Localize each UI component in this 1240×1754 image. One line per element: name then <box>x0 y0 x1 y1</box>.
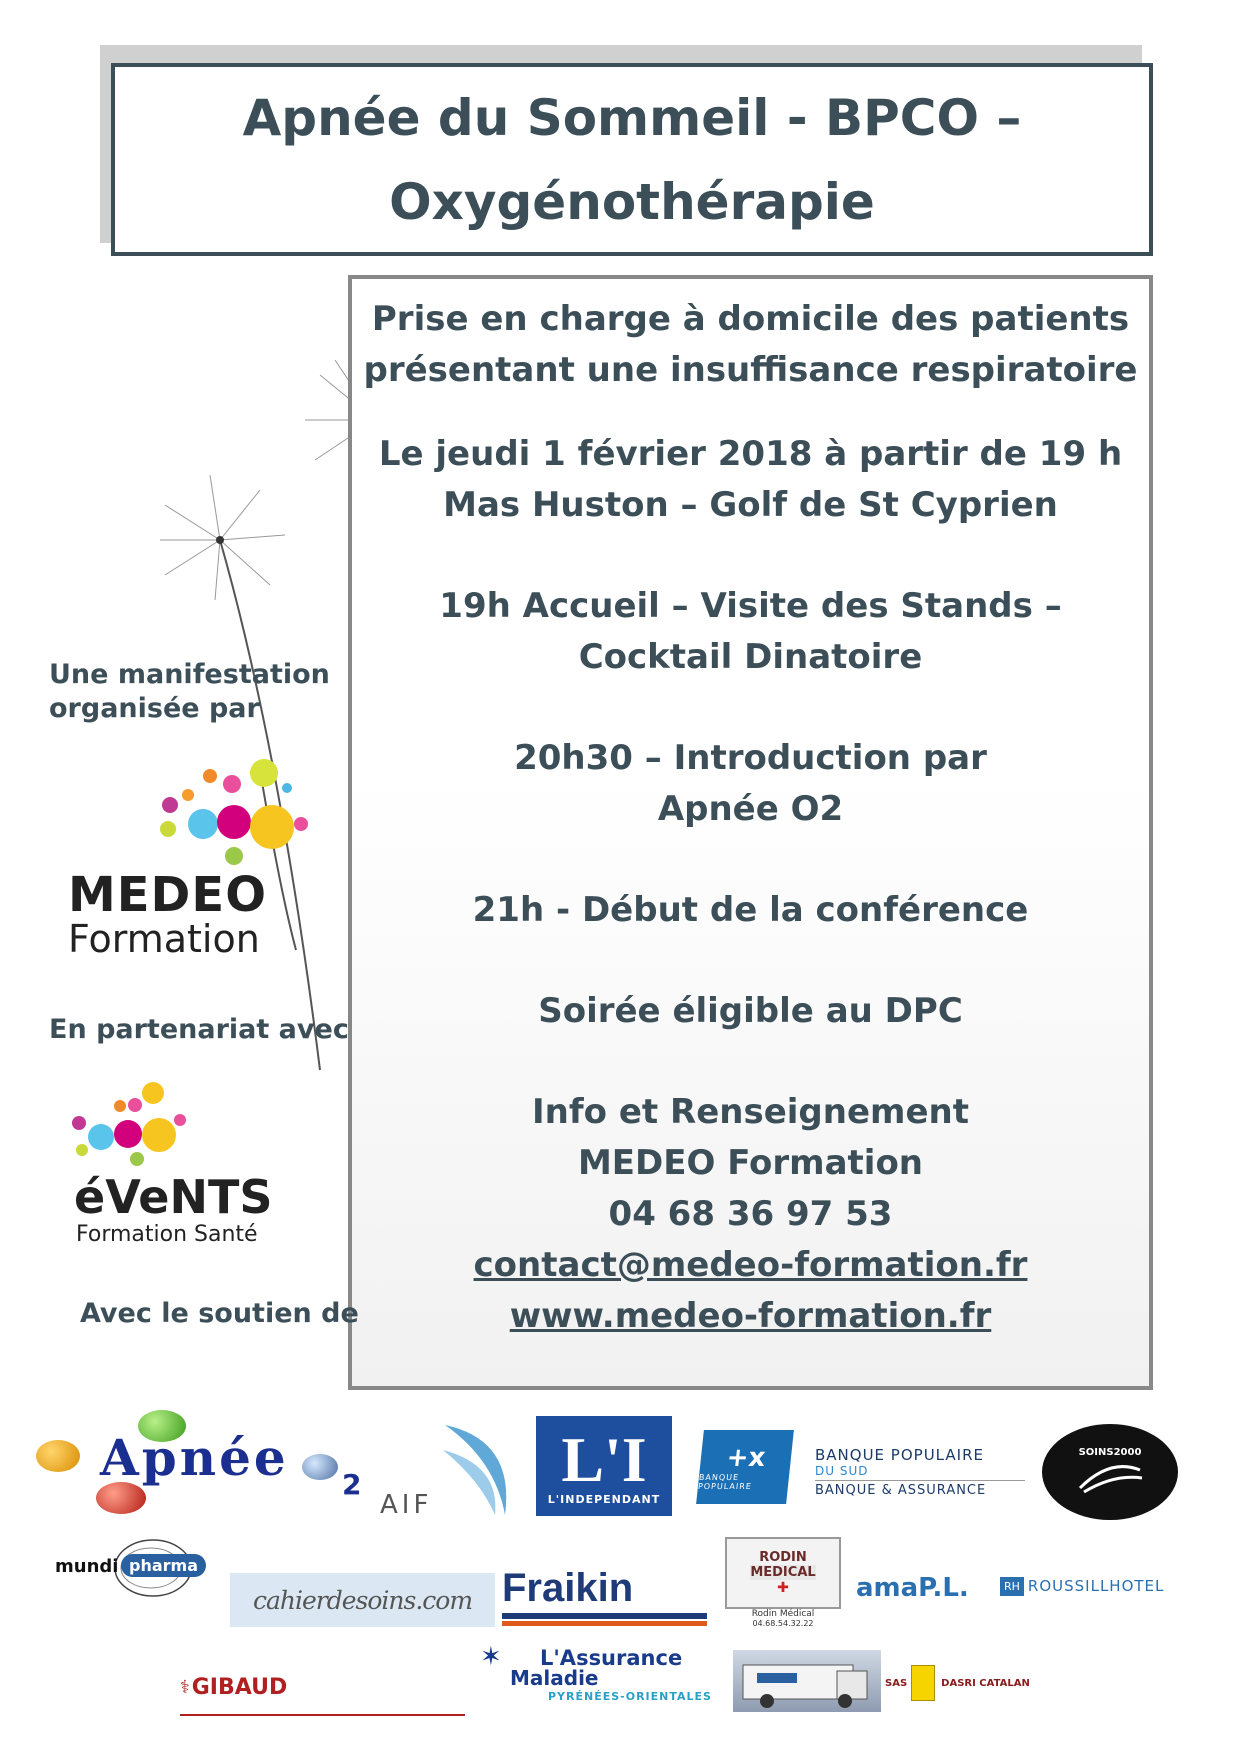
rodin-medical-logo <box>724 1530 842 1635</box>
soins2000-swoosh-icon <box>1070 1458 1150 1498</box>
dasri-box-icon <box>911 1665 935 1701</box>
assurance-line-2: Maladie <box>510 1666 599 1690</box>
organised-by-line-1: Une manifestation <box>49 659 330 690</box>
dpc-eligibility: Soirée éligible au DPC <box>538 991 963 1031</box>
assurance-maladie-logo <box>480 1642 730 1708</box>
fraikin-stripe-icon <box>502 1621 707 1626</box>
soins2000-logo <box>1042 1424 1178 1520</box>
events-logo <box>70 1080 300 1250</box>
mundipharma-logo <box>55 1536 200 1600</box>
title-line-2: Oxygénothérapie <box>389 172 875 231</box>
independant-mark-icon: L'I <box>561 1423 647 1495</box>
bp-badge-text: BANQUE POPULAIRE <box>697 1473 753 1491</box>
assurance-line-1: L'Assurance <box>540 1646 683 1670</box>
title-line-1: Apnée du Sommeil - BPCO – <box>242 88 1022 147</box>
roussillhotel-logo <box>1000 1564 1190 1608</box>
bp-line-3: BANQUE & ASSURANCE <box>815 1480 1025 1498</box>
roussillhotel-logo-text: ROUSSILLHOTEL <box>1027 1577 1165 1595</box>
title-box <box>111 63 1153 256</box>
banque-populaire-badge <box>696 1430 794 1504</box>
fraikin-stripe-icon <box>502 1613 707 1619</box>
aif-logo-text: AIF <box>380 1490 433 1520</box>
fraikin-logo <box>502 1563 707 1629</box>
gibaud-logo <box>180 1660 465 1716</box>
info-title: Info et Renseignement <box>532 1092 969 1132</box>
cahierdesoins-logo-text: cahierdesoins.com <box>252 1585 473 1615</box>
banque-populaire-logo <box>815 1446 1025 1506</box>
roussillhotel-badge-icon: RH <box>1000 1577 1024 1596</box>
dasri-logo-text: DASRI CATALAN <box>941 1677 1030 1689</box>
subtitle-line-2: présentant une insuffisance respiratoire <box>363 350 1138 390</box>
dasri-sas-text: SAS <box>885 1677 908 1689</box>
mundi-text: mundi <box>55 1556 119 1577</box>
medeo-dots-icon <box>60 755 330 875</box>
aif-wing-icon <box>435 1420 525 1520</box>
apnee-bubble-icon <box>36 1440 80 1472</box>
amapl-logo <box>856 1568 996 1608</box>
amapl-logo-text: amaP.L. <box>856 1573 969 1603</box>
support-label: Avec le soutien de <box>80 1298 359 1329</box>
events-dots-icon <box>70 1080 270 1180</box>
event-venue: Mas Huston – Golf de St Cyprien <box>443 485 1058 525</box>
independant-logo-text: L'INDEPENDANT <box>547 1492 661 1506</box>
apnee-logo-subscript: 2 <box>342 1468 362 1501</box>
bp-plus-icon: +x <box>725 1443 767 1473</box>
pharma-text: pharma <box>121 1554 206 1577</box>
rodin-line-4: 04.68.54.32.22 <box>752 1619 814 1628</box>
medeo-logo-subtext: Formation <box>68 917 260 961</box>
info-phone: 04 68 36 97 53 <box>608 1194 893 1234</box>
independant-logo <box>536 1416 672 1516</box>
cahierdesoins-logo <box>230 1573 495 1627</box>
events-logo-subtext: Formation Santé <box>76 1222 258 1247</box>
apnee-o2-logo <box>30 1410 380 1520</box>
apnee-logo-text: Apnée <box>100 1428 289 1487</box>
rodin-line-1: RODIN <box>759 1550 807 1565</box>
medeo-logo <box>60 755 330 965</box>
assurance-figure-icon: ✶ <box>480 1642 502 1672</box>
partner-label: En partenariat avec <box>49 1014 349 1045</box>
apnee-bubble-icon <box>302 1454 338 1480</box>
events-logo-text: éVeNTS <box>74 1170 273 1224</box>
aif-logo <box>380 1420 525 1520</box>
bp-line-1: BANQUE POPULAIRE <box>815 1446 984 1464</box>
event-date: Le jeudi 1 février 2018 à partir de 19 h <box>378 434 1123 474</box>
gibaud-logo-text: GIBAUD <box>191 1674 288 1700</box>
program-welcome-2: Cocktail Dinatoire <box>578 637 923 677</box>
ambulance-vehicle-icon <box>737 1653 877 1709</box>
soins2000-logo-text: SOINS2000 <box>1078 1446 1142 1458</box>
assurance-line-3: PYRÉNÉES-ORIENTALES <box>548 1690 712 1703</box>
event-info-panel <box>348 275 1153 1390</box>
program-conference: 21h - Début de la conférence <box>472 890 1029 930</box>
info-organizer: MEDEO Formation <box>577 1143 924 1183</box>
rodin-line-2: MEDICAL <box>750 1565 816 1580</box>
email-link[interactable]: contact@medeo-formation.fr <box>473 1245 1028 1285</box>
program-intro-2: Apnée O2 <box>657 789 844 829</box>
rodin-line-3: Rodin Médical <box>751 1609 815 1619</box>
rodin-cross-icon: ✚ <box>777 1580 789 1596</box>
organised-by-line-2: organisée par <box>49 693 260 724</box>
program-intro-1: 20h30 – Introduction par <box>514 738 987 778</box>
fraikin-logo-text: Fraikin <box>502 1566 634 1610</box>
ambulance-photo <box>733 1650 881 1712</box>
medeo-logo-text: MEDEO <box>68 867 267 923</box>
program-welcome-1: 19h Accueil – Visite des Stands – <box>439 586 1062 626</box>
gibaud-caduceus-icon: ⚕ <box>180 1676 190 1698</box>
subtitle-line-1: Prise en charge à domicile des patients <box>371 299 1130 339</box>
website-link[interactable]: www.medeo-formation.fr <box>509 1296 992 1336</box>
dasri-catalan-logo <box>885 1658 1045 1708</box>
bp-line-2: DU SUD <box>815 1464 869 1478</box>
